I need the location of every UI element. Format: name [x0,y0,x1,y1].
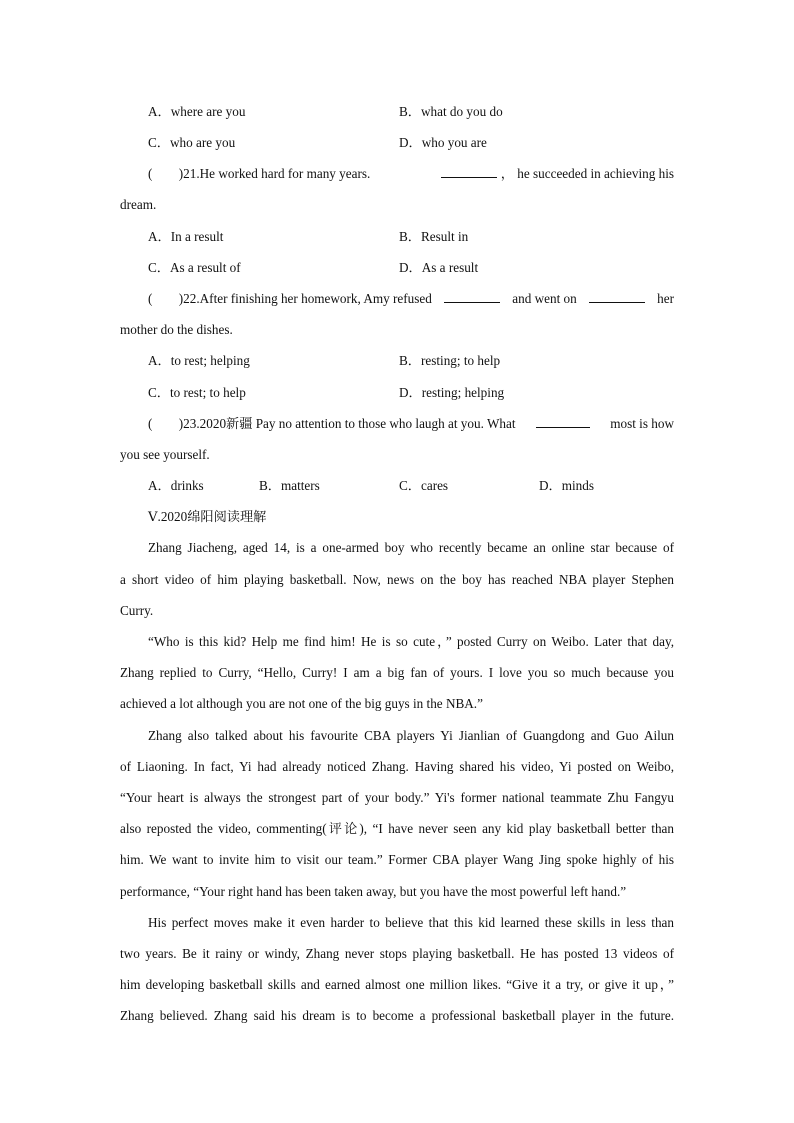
passage-line: two years. Be it rainy or windy, Zhang never stops playing basketball. He has posted 13 videos of [120,946,674,961]
q21-answer-paren: ( ) [148,166,184,181]
passage-line: him developing basketball skills and earned almost one million likes. “Give it a try, or give it up，” [120,977,674,992]
passage-line: a short video of him playing basketball. Now, news on the boy has reached NBA player Stephen [120,572,674,587]
section-title: Ⅴ.2020绵阳阅读理解 [148,509,267,524]
passage-line: Zhang Jiacheng, aged 14, is a one-armed boy who recently became an online star because of [148,540,674,555]
q22-option-c: C．to rest; to help [148,385,246,400]
q22-option-d: D．resting; helping [399,385,505,400]
passage-line: performance, “Your right hand has been taken away, but you have the most powerful left hand.” [120,884,627,899]
q22-blank-1 [444,290,500,303]
q20-option-d: D．who you are [399,135,487,150]
q21-stem: ( )21.He worked hard for many years. ， he succeeded in achieving his [148,166,674,181]
q23-answer-paren: ( ) [148,416,184,431]
q22-stem: ( )22.After finishing her homework, Amy refused and went on her [148,291,674,306]
q21-option-c: C．As a result of [148,260,241,275]
q21-blank [441,165,497,178]
q21-option-a: A．In a result [148,229,224,244]
q23-stem: ( )23.2020新疆 Pay no attention to those who laugh at you. What most is how [148,416,674,431]
q22-option-a: A．to rest; helping [148,353,250,368]
passage-line: Curry. [120,603,154,618]
q23-option-c: C．cares [399,478,449,493]
q22-answer-paren: ( ) [148,291,184,306]
q22-option-b: B．resting; to help [399,353,501,368]
q23-blank [536,415,590,428]
passage-line: also reposted the video, commenting(评论), “I have never seen any kid play basketball better than [120,821,674,836]
q22-blank-2 [589,290,645,303]
q21-option-b: B．Result in [399,229,469,244]
q20-option-b: B．what do you do [399,104,503,119]
passage-line: “Your heart is always the strongest part of your body.” Yi's former national teammate Zhu Fangyu [120,790,674,805]
q23-option-a: A．drinks [148,478,204,493]
q23-option-d: D．minds [539,478,594,493]
passage-line: Zhang believed. Zhang said his dream is to become a professional basketball player in the future. [120,1008,674,1023]
q21-option-d: D．As a result [399,260,479,275]
q20-option-a: A．where are you [148,104,246,119]
passage-line: Zhang replied to Curry, “Hello, Curry! I am a big fan of yours. I love you so much because you [120,665,674,680]
q21-stem-cont: dream. [120,197,157,212]
passage-line: of Liaoning. In fact, Yi had already noticed Zhang. Having shared his video, Yi posted on Weibo, [120,759,674,774]
passage-line: Zhang also talked about his favourite CBA players Yi Jianlian of Guangdong and Guo Ailun [148,728,674,743]
q20-option-c: C．who are you [148,135,236,150]
passage-line: His perfect moves make it even harder to believe that this kid learned these skills in less than [148,915,674,930]
q23-option-b: B．matters [259,478,320,493]
passage-line: him. We want to invite him to visit our team.” Former CBA player Wang Jing spoke highly of his [120,852,674,867]
passage-line: “Who is this kid? Help me find him! He is so cute，” posted Curry on Weibo. Later that day, [148,634,674,649]
passage-line: achieved a lot although you are not one of the big guys in the NBA.” [120,696,483,711]
q22-stem-cont: mother do the dishes. [120,322,233,337]
q23-stem-cont: you see yourself. [120,447,210,462]
